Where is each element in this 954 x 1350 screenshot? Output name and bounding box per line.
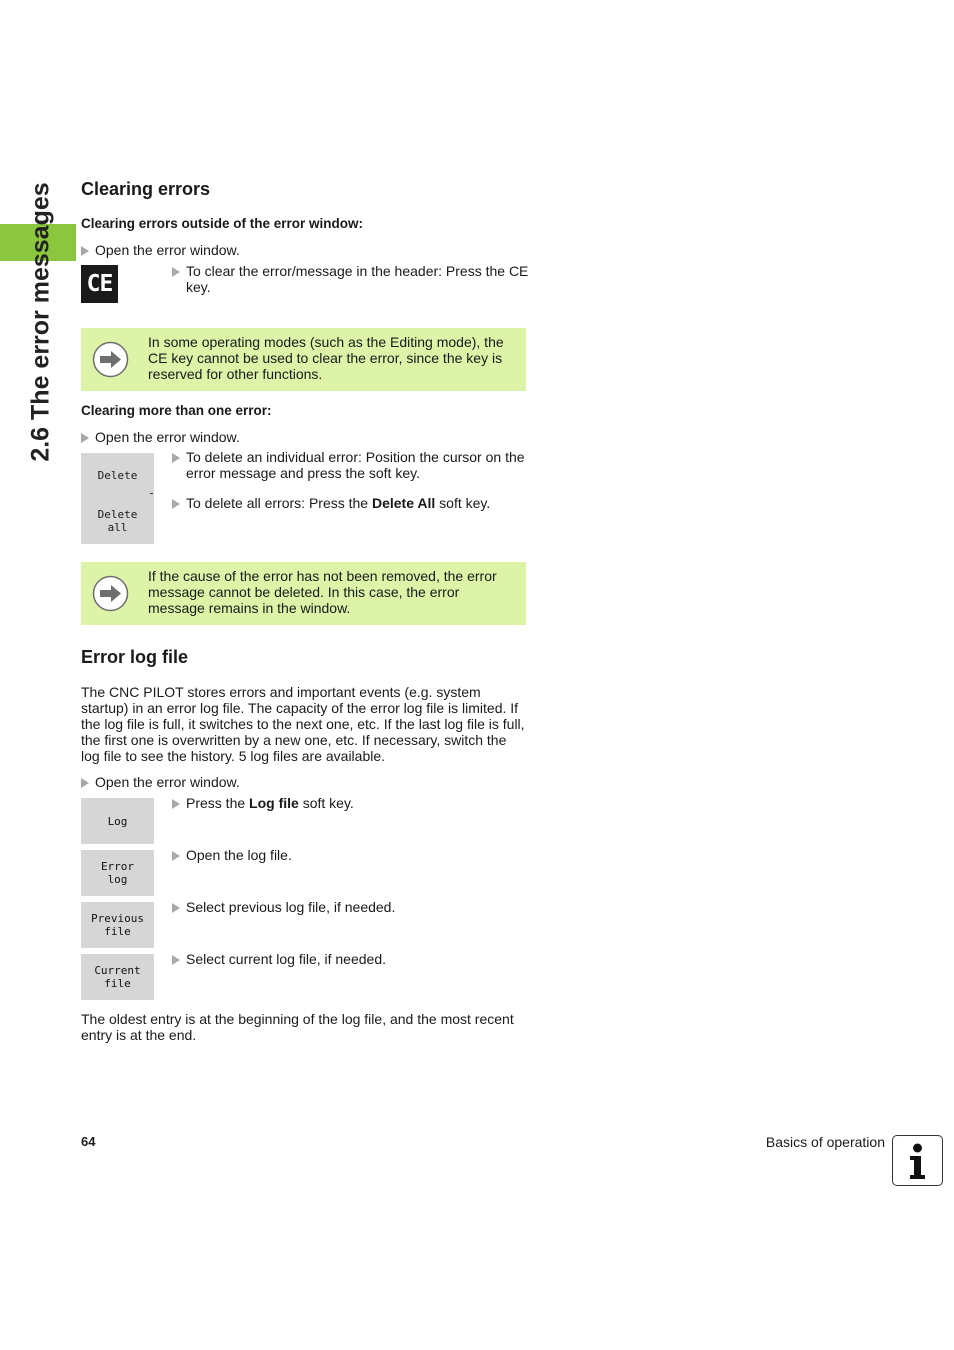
step-arrow-icon [172,453,180,463]
error-log-outro: The oldest entry is at the beginning of the log file, and the most recent entry is at the end. [81,1011,514,1043]
arrow-right-circle-icon [92,341,129,378]
step-arrow-icon [172,799,180,809]
softkey-error-log[interactable]: Error log [81,850,154,896]
note-text-1: In some operating modes (such as the Editing mode), the CE key cannot be used to clear the error, since the key is reserved for other functions. [148,334,504,382]
step-open-window-2: Open the error window. [81,429,240,445]
step-arrow-icon [172,267,180,277]
step-log-file: Press the Log file soft key. [172,795,354,811]
step-open-log: Open the log file. [172,847,292,863]
step-arrow-icon [81,246,89,256]
softkey-delete-all[interactable]: Delete all [97,508,138,534]
info-icon [892,1135,943,1186]
chapter-name: Basics of operation [765,1134,885,1150]
step-arrow-icon [172,903,180,913]
softkey-log[interactable]: Log [81,798,154,844]
note-box-1 [81,328,526,391]
step-open-window-1: Open the error window. [81,242,240,258]
softkey-current-file[interactable]: Current file [81,954,154,1000]
step-delete-one: To delete an individual error: Position the cursor on the error message and press the soft key. [172,449,538,481]
section-title-error-log: Error log file [81,647,189,667]
step-delete-all: To delete all errors: Press the Delete All soft key. [172,495,524,511]
ce-key-icon: CE [81,265,118,303]
note-text-2: If the cause of the error has not been removed, the error message cannot be deleted. In this case, the error message remains in the window. [148,568,497,616]
step-arrow-icon [172,499,180,509]
arrow-right-circle-icon [92,575,129,612]
softkey-divider [150,493,153,494]
softkey-previous-file[interactable]: Previous file [81,902,154,948]
step-arrow-icon [172,851,180,861]
step-arrow-icon [172,955,180,965]
step-arrow-icon [81,433,89,443]
step-current-file: Select current log file, if needed. [172,951,386,967]
side-tab-title: 2.6 The error messages [26,182,55,462]
step-ce-key: To clear the error/message in the header: Press the CE key. [172,263,538,295]
section-title-clearing-errors: Clearing errors [81,179,211,199]
softkey-group-delete [81,453,154,544]
error-log-intro: The CNC PILOT stores errors and important events (e.g. system startup) in an error log file. The capacity of the error log file is limited. If the log file is full, it switches to the next one, etc. If the last log file is full, the first one is overwritten by a new one, etc. If necessary, switch the log file to see the history. 5 log files are available. [81,684,525,764]
page-number: 64 [81,1134,96,1149]
step-open-window-3: Open the error window. [81,774,240,790]
subheading-more-than-one: Clearing more than one error: [81,403,272,418]
subheading-outside-window: Clearing errors outside of the error window: [81,216,364,231]
note-box-2 [81,562,526,625]
step-previous-file: Select previous log file, if needed. [172,899,395,915]
step-arrow-icon [81,778,89,788]
softkey-delete[interactable]: Delete [97,469,138,482]
